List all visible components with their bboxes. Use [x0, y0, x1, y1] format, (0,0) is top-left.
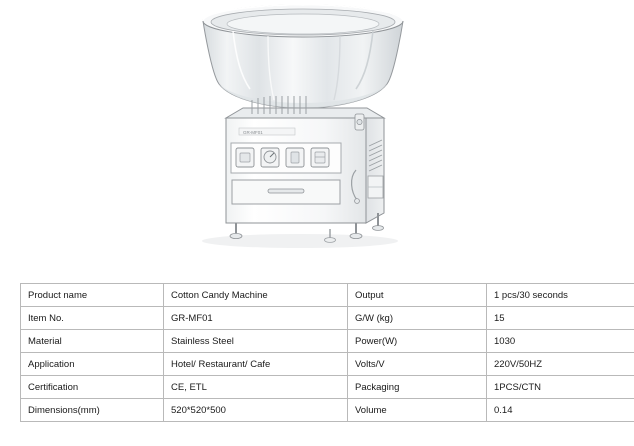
- spec-value: 1030: [487, 330, 634, 353]
- table-row: [21, 330, 634, 353]
- spec-value: Stainless Steel: [164, 330, 348, 353]
- spec-value: GR-MF01: [164, 307, 348, 330]
- spec-label: Material: [21, 330, 164, 353]
- spec-label: Volts/V: [348, 353, 487, 376]
- spec-value: 1 pcs/30 seconds: [487, 284, 634, 307]
- specification-table-container: [20, 283, 614, 422]
- spec-label: Item No.: [21, 307, 164, 330]
- table-row: [21, 284, 634, 307]
- spec-value: 520*520*500: [164, 399, 348, 422]
- spec-value: 220V/50HZ: [487, 353, 634, 376]
- spec-value: Hotel/ Restaurant/ Cafe: [164, 353, 348, 376]
- spec-label: Power(W): [348, 330, 487, 353]
- specification-table: [20, 283, 634, 422]
- spec-label: Application: [21, 353, 164, 376]
- spec-label: G/W (kg): [348, 307, 487, 330]
- spec-value: 1PCS/CTN: [487, 376, 634, 399]
- spec-label: Output: [348, 284, 487, 307]
- spec-value: 15: [487, 307, 634, 330]
- table-row: [21, 353, 634, 376]
- spec-value: Cotton Candy Machine: [164, 284, 348, 307]
- spec-label: Product name: [21, 284, 164, 307]
- spec-label: Dimensions(mm): [21, 399, 164, 422]
- spec-label: Certification: [21, 376, 164, 399]
- table-row: [21, 307, 634, 330]
- spec-label: Packaging: [348, 376, 487, 399]
- spec-label: Volume: [348, 399, 487, 422]
- spec-value: CE, ETL: [164, 376, 348, 399]
- machine-brand-label: GR-MF01: [243, 130, 263, 135]
- table-row: [21, 399, 634, 422]
- spec-value: 0.14: [487, 399, 634, 422]
- table-row: [21, 376, 634, 399]
